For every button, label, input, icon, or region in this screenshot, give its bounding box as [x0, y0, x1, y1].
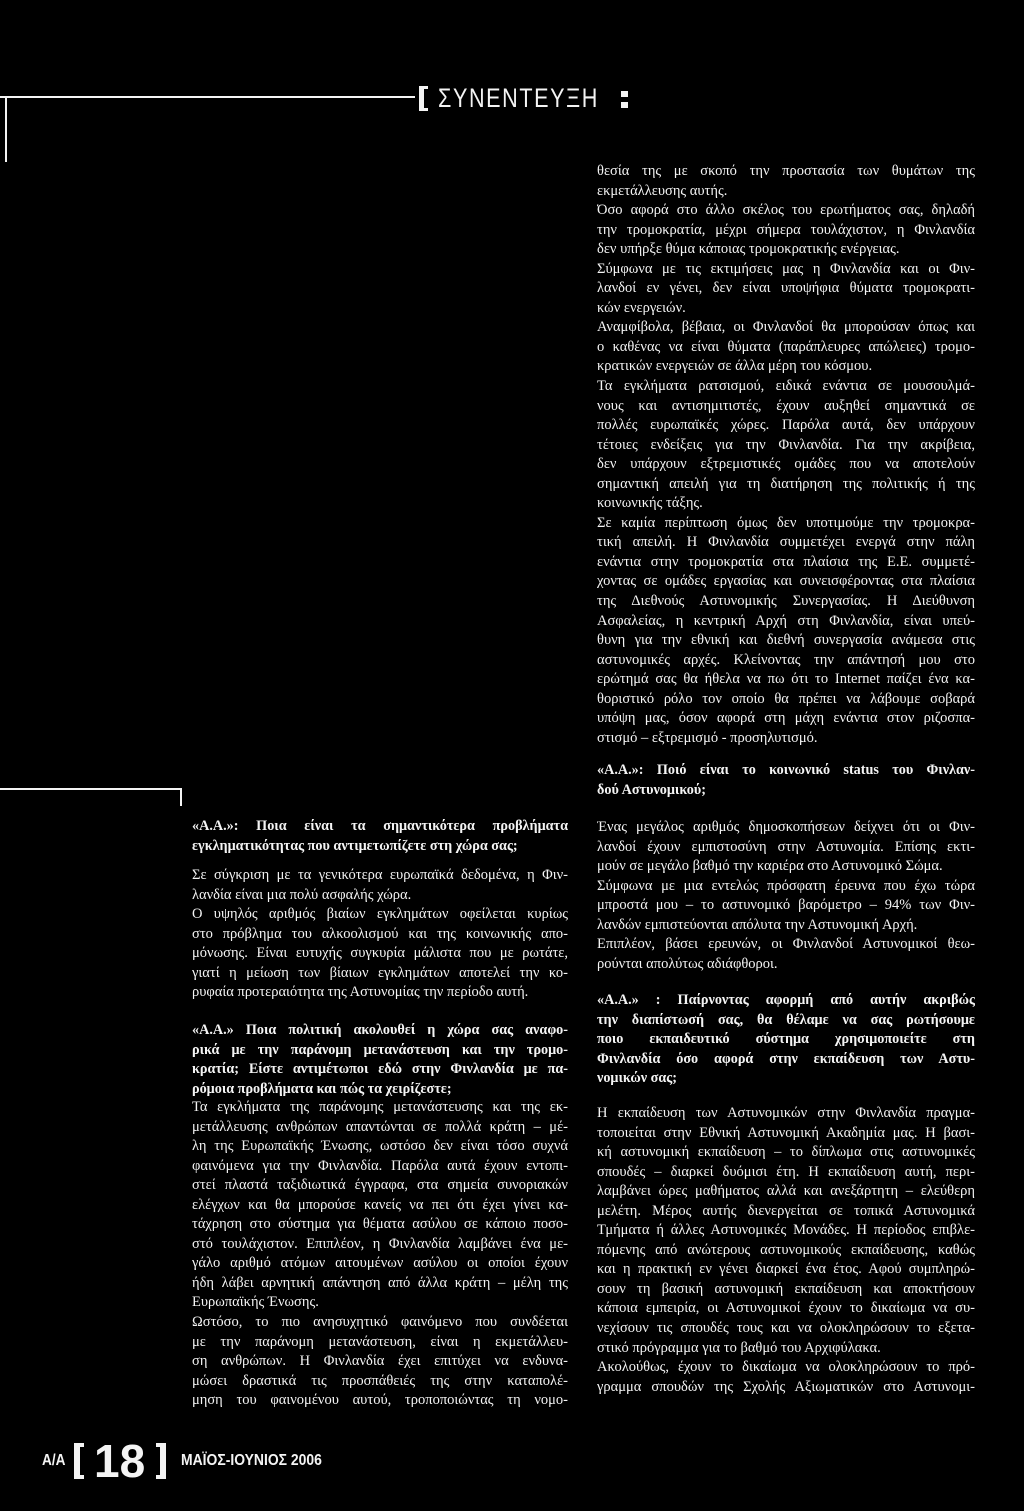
question-line: κρατία; Είστε αντιμέτωποι εδώ στην Φινλανδία με πα- — [192, 1061, 568, 1078]
frame-line-corner — [180, 788, 182, 806]
text-line: λαμβάνει ώρες μαθήματος αλλά και ανεξάρτητη – ελεύθερη — [597, 1183, 975, 1200]
text-line: φαινόμενα για την Φινλανδία. Παρόλα αυτά έχουν εντοπι- — [192, 1157, 568, 1174]
question-heading — [192, 817, 568, 856]
text-line: γάλο αριθμό ατόμων αιτουμένων ασύλου οι οποίοι έχουν — [192, 1255, 568, 1272]
header-marker-top — [621, 91, 628, 97]
text-line: τοποιείται στην Εθνική Αστυνομική Ακαδημία μας. Η βασι- — [597, 1124, 975, 1141]
text-line: νους και αντισημιτιστές, έχουν αυξηθεί σημαντικά σε — [597, 397, 975, 414]
question-line: ποιο εκπαιδευτικό σύστημα χρησιμοποιείτε στη — [597, 1031, 975, 1048]
text-line: κάποια εμπειρία, οι Αστυνομικοί έχουν το δικαίωμα να συ- — [597, 1300, 975, 1317]
text-line: Τα εγκλήματα της παράνομης μετανάστευσης και της εκ- — [192, 1099, 568, 1115]
text-line: κή αστυνομική εκπαίδευση – το δίπλωμα στις αστυνομικές — [597, 1144, 975, 1161]
text-line: λανδών εμπιστεύονται απόλυτα την Αστυνομική Αρχή. — [597, 916, 918, 933]
question-line: ρικά με την παράνομη μετανάστευση και την τρομο- — [192, 1041, 568, 1058]
frame-line-middle — [0, 788, 182, 790]
text-line: Ο υψηλός αριθμός βιαίων εγκλημάτων οφείλεται κυρίως — [192, 906, 568, 923]
header-bracket-left — [419, 86, 428, 111]
text-line: μηση του φαινομένου αυτού, τροποποιώντας τη νομο- — [192, 1392, 568, 1409]
text-line: την τρομοκρατία, μέχρι σήμερα τουλάχιστον, η Φινλανδία — [597, 221, 975, 238]
text-line: ήδη λάβει αρνητική απάντηση από άλλα κράτη – μέλη της — [192, 1274, 568, 1291]
text-line: στό τουλάχιστον. Επιπλέον, η Φινλανδία λαμβάνει ένα με- — [192, 1235, 568, 1252]
text-line: γιατί η μείωση των βίαιων εγκλημάτων αποτελεί την κο- — [192, 964, 568, 981]
text-line: σπουδές – διαρκεί δυόμισι έτη. Η εκπαίδευση αυτή, περι- — [597, 1163, 975, 1180]
text-line: της Διεθνούς Αστυνομικής Συνεργασίας. Η Διεύθυνση — [597, 593, 975, 610]
text-line: χοντας σε ομάδες εργασίας και συνεισφέροντας στα πλαίσια — [597, 573, 975, 590]
question-heading — [192, 1021, 568, 1099]
text-line: μελέτη. Μέρος αυτής διενεργείται σε τοπικά Αστυνομικά — [597, 1202, 975, 1219]
question-line: Φινλανδία όσο αφορά στην εκπαίδευση των Αστυ- — [597, 1050, 975, 1067]
text-line: λανδοί εν γένει, δεν είναι υποψήφια θύματα τρομοκρατι- — [597, 280, 975, 297]
header-rule — [0, 96, 415, 98]
text-line: Ακολούθως, έχουν το δικαίωμα να ολοκληρώσουν το πρό- — [597, 1359, 975, 1376]
text-line: Σύμφωνα με μια εντελώς πρόσφατη έρευνα που έχω τώρα — [597, 877, 975, 894]
text-line: Η εκπαίδευση των Αστυνομικών στην Φινλανδία πραγμα- — [597, 1105, 975, 1121]
issue-date: ΜΑΪΟΣ-ΙΟΥΝΙΟΣ 2006 — [181, 1452, 322, 1469]
answer-text — [597, 1104, 975, 1397]
text-line: σημαντική απειλή για τη διατήρηση της πολιτικής ή της — [597, 475, 975, 492]
question-line: «Α.Α.»: Ποιό είναι το κοινωνικό status του Φινλαν- — [597, 762, 975, 778]
question-line: εγκληματικότητας που αντιμετωπίζετε στη χώρα σας; — [192, 837, 518, 854]
text-line: Σε καμία περίπτωση όμως δεν υποτιμούμε την τρομοκρα- — [597, 514, 975, 531]
question-line: «Α.Α.»: Ποια είναι τα σημαντικότερα προβλήματα — [192, 818, 568, 834]
text-line: θυνη για την εθνική και διεθνή συνεργασία ανάμεσα στις — [597, 632, 975, 649]
section-title: ΣΥΝΕΝΤΕΥΞΗ — [438, 83, 600, 113]
text-line: εκμετάλλευσης αυτής. — [597, 182, 728, 199]
answer-text — [597, 818, 975, 974]
text-line: μετάλλευσης ανθρώπων απαντώνται σε πολλά κράτη – μέ- — [192, 1118, 568, 1135]
text-line: Ευρωπαϊκής Ένωσης. — [192, 1294, 319, 1311]
text-line: ση ανθρώπων. Η Φινλανδία έχει επιτύχει να ενδυνα- — [192, 1353, 568, 1370]
question-line: δού Αστυνομικού; — [597, 781, 706, 798]
text-line: μπροστά μου – το αστυνομικό βαρόμετρο – 94% των Φιν- — [597, 897, 975, 914]
text-line: Σε σύγκριση με τα γενικότερα ευρωπαϊκά δεδομένα, η Φιν- — [192, 867, 568, 883]
text-line: νεχίσουν τις σπουδές τους και να ολοκληρώσουν το εξετα- — [597, 1320, 975, 1337]
text-line: τική απειλή. Η Φινλανδία συμμετέχει ενεργά στην πάλη — [597, 534, 975, 551]
text-line: δεν υπήρξε θύμα κάποιας τρομοκρατικής ενέργειας. — [597, 241, 900, 258]
text-line: υπόψη μας, όσον αφορά στη μάχη ενάντια στον ριζοσπα- — [597, 710, 975, 727]
text-line: στισμό – εξτρεμισμό - προσηλυτισμό. — [597, 729, 818, 746]
text-line: Τα εγκλήματα ρατσισμού, ειδικά ενάντια σε μουσουλμά- — [597, 378, 975, 395]
answer-text — [597, 162, 975, 748]
text-line: κρατικών ενεργειών σε άλλα μέρη του κόσμου. — [597, 358, 873, 375]
text-line: στικό πρόγραμμα για το βαθμό του Αρχιφύλακα. — [597, 1339, 881, 1356]
header-marker-bottom — [621, 102, 628, 108]
text-line: σουν τη βασική αστυνομική εκπαίδευση και αποκτήσουν — [597, 1280, 975, 1297]
text-line: λη της Ευρωπαϊκής Ένωσης, ωστόσο δεν είναι τόσο συχνά — [192, 1138, 568, 1155]
text-line: μόνωσης. Είναι ευτυχής συγκυρία μάλιστα που με ρωτάτε, — [192, 945, 568, 962]
text-line: ελέγχων και θα μπορούσε κανείς να πει ότι έχει γίνει κα- — [192, 1196, 568, 1213]
text-line: πολλές ευρωπαϊκές χώρες. Παρόλα αυτά, δεν υπάρχουν — [597, 417, 975, 434]
text-line: Ωστόσο, το πιο ανησυχητικό φαινόμενο που συνδέεται — [192, 1314, 568, 1331]
page-bracket-left — [74, 1443, 84, 1479]
text-line: λανδοί έχουν εμπιστοσύνη στην Αστυνομία. Επίσης εκτι- — [597, 838, 975, 855]
text-line: μούν σε μεγάλο βαθμό την καριέρα στο Αστυνομικό Σώμα. — [597, 858, 943, 875]
question-line: «Α.Α.» : Παίρνοντας αφορμή από αυτήν ακριβώς — [597, 992, 975, 1008]
question-line: την διαπίστωσή σας, θα θέλαμε να σας ρωτήσουμε — [597, 1011, 975, 1028]
text-line: θεσία της με σκοπό την προστασία των θυμάτων της — [597, 163, 975, 179]
text-line: τάχρηση στο σύστημα για θέματα ασύλου σε κάποιο ποσο- — [192, 1216, 568, 1233]
text-line: ρούνται απολύτως αδιάφθοροι. — [597, 955, 778, 972]
text-line: κοινωνικής τάξης. — [597, 495, 703, 512]
text-line: με την παράνομη μετανάστευση, είναι η εκμετάλλευ- — [192, 1333, 568, 1350]
text-line: Σύμφωνα με τις εκτιμήσεις μας η Φινλανδία και οι Φιν- — [597, 260, 975, 277]
text-line: Όσο αφορά στο άλλο σκέλος του ερωτήματος σας, δηλαδή — [597, 202, 975, 219]
text-line: Ένας μεγάλος αριθμός δημοσκοπήσεων δείχνει ότι οι Φιν- — [597, 819, 975, 835]
answer-text — [192, 1098, 568, 1411]
text-line: δεν υπάρχουν εξτρεμιστικές ομάδες που να αποτελούν — [597, 456, 975, 473]
text-line: Τμήματα ή άλλες Αστυνομικές Μονάδες. Η περίοδος επιβλε- — [597, 1222, 975, 1239]
text-line: Ασφαλείας, η κεντρική Αρχή στη Φινλανδία, είναι υπεύ- — [597, 612, 975, 629]
text-line: γραμμα σπουδών της Σχολής Αξιωματικών στο Αστυνομι- — [597, 1378, 975, 1395]
page-number: 18 — [94, 1435, 146, 1487]
text-line: ο καθένας να είναι θύματα (παράπλευρες απώλειες) τρομο- — [597, 338, 975, 355]
frame-line-left — [5, 96, 7, 162]
question-line: νομικών σας; — [597, 1070, 677, 1087]
question-line: «Α.Α.» Ποια πολιτική ακολουθεί η χώρα σας αναφο- — [192, 1022, 568, 1038]
text-line: ρυφαία προτεραιότητα της Αστυνομίας την περίοδο αυτή. — [192, 984, 529, 1001]
page-bracket-right — [156, 1443, 166, 1479]
text-line: θοριστικό ρόλο τον οποίο θα πρέπει να λάβουμε σοβαρά — [597, 690, 975, 707]
question-heading — [597, 761, 975, 800]
question-heading — [597, 991, 975, 1089]
text-line: πόμενης από ανώτερους αστυνομικούς εκπαίδευσης, καθώς — [597, 1241, 975, 1258]
answer-text — [192, 866, 568, 1003]
magazine-code: Α/Α — [42, 1452, 66, 1469]
text-line: και η πρακτική εν γένει διαρκεί ένα έτος. Αφού συμπληρώ- — [597, 1261, 975, 1278]
text-line: στεί πλαστά ταξιδιωτικά έγγραφα, στα σημεία συνοριακών — [192, 1177, 568, 1194]
question-line: ρόμοια προβλήματα και πώς τα χειρίζεστε; — [192, 1080, 452, 1097]
text-line: ενάντια στην τρομοκρατία στα πλαίσια της Ε.Ε. συμμετέ- — [597, 553, 975, 570]
text-line: τέτοιες ενδείξεις για την Φινλανδία. Για την ακρίβεια, — [597, 436, 975, 453]
text-line: στο πρόβλημα του αλκοολισμού και της κοινωνικής απο- — [192, 925, 568, 942]
text-line: αστυνομικές αρχές. Κλείνοντας την απάντησή μου στο — [597, 651, 975, 668]
text-line: κών ενεργειών. — [597, 299, 686, 316]
text-line: ερώτημά σας θα ήθελα να πω ότι το Internet παίζει ένα κα- — [597, 671, 975, 688]
text-line: λανδία είναι μια πολύ ασφαλής χώρα. — [192, 886, 412, 903]
text-line: Επιπλέον, βάσει ερευνών, οι Φινλανδοί Αστυνομικοί θεω- — [597, 936, 975, 953]
text-line: μώσει δραστικά τις προσπάθειές της στην καταπολέ- — [192, 1372, 568, 1389]
text-line: Αναμφίβολα, βέβαια, οι Φινλανδοί θα μπορούσαν όπως και — [597, 319, 975, 336]
